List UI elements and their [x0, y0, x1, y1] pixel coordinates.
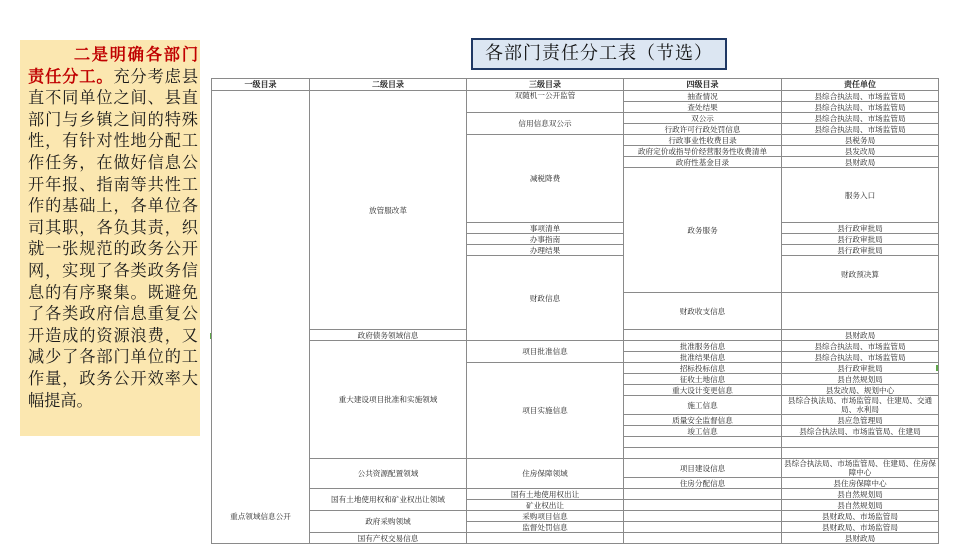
l4-cell: 办事指南	[467, 234, 624, 245]
l3-cell: 住房保障领域	[467, 459, 624, 489]
l3-cell: 政务服务	[624, 168, 782, 293]
responsibility-table	[211, 78, 939, 544]
unit-cell: 县综合执法局、市场监管局	[782, 91, 939, 102]
left-heading-part1: 二是明确各部	[72, 45, 182, 64]
l2-cell: 财政信息	[467, 256, 624, 341]
unit-cell: 县综合执法局、市场监管局、住建局	[782, 426, 939, 437]
unit-cell: 县行政审批局	[782, 245, 939, 256]
unit-cell: 县综合执法局、市场监管局	[782, 102, 939, 113]
unit-cell: 县发改局	[782, 146, 939, 157]
table-row	[212, 533, 939, 544]
l3-cell: 政府债务领域信息	[310, 330, 467, 341]
l2-cell: 国有土地使用权和矿业权出让领域	[310, 489, 467, 511]
l4-cell: 竣工信息	[624, 426, 782, 437]
l2-cell: 政府采购领域	[310, 511, 467, 533]
l4-cell	[624, 448, 782, 459]
l3-cell: 国有土地使用权出让	[467, 489, 624, 500]
l4-cell	[624, 489, 782, 500]
unit-cell: 县行政审批局	[782, 223, 939, 234]
l3-cell: 监督处罚信息	[467, 522, 624, 533]
table-row	[212, 459, 939, 478]
unit-cell	[782, 437, 939, 448]
unit-cell: 县财政局	[782, 533, 939, 544]
table-title: 各部门责任分工表（节选）	[471, 38, 727, 70]
l3-cell: 双随机一公开监管	[467, 91, 624, 113]
left-body-text: 充分考虑县直不同单位之间、县直部门与乡镇之间的特殊性，有针对性地分配工作任务，在做好信息公开年报、指南等共性工作的基础上，各单位各司其职，各负其责，织就一张规范的政务公开网，实现了各类政务信息的有序聚集。既避免了各类政府信息重复公开造成的资源浪费，又减少了各部门单位的工作量，政务公开效率大幅提高。	[28, 66, 199, 410]
l4-cell	[624, 330, 782, 341]
l4-cell: 批准结果信息	[624, 352, 782, 363]
unit-cell: 县行政审批局	[782, 363, 939, 374]
l4-cell: 抽查情况	[624, 91, 782, 102]
l3-cell: 财政收支信息	[624, 293, 782, 330]
l3-cell: 采购项目信息	[467, 511, 624, 522]
unit-cell: 县综合执法局、市场监管局、住建局、交通局、水利局	[782, 396, 939, 415]
l4-cell: 住房分配信息	[624, 478, 782, 489]
unit-cell: 县自然规划局	[782, 489, 939, 500]
l2-cell: 重大建设项目批准和实施领域	[310, 341, 467, 459]
unit-cell: 县应急管理局	[782, 415, 939, 426]
unit-cell: 县综合执法局、市场监管局	[782, 352, 939, 363]
l3-cell: 矿业权出让	[467, 500, 624, 511]
unit-cell: 县财政局	[782, 330, 939, 341]
l4-cell: 政府性基金目录	[624, 157, 782, 168]
l4-cell: 施工信息	[624, 396, 782, 415]
unit-cell: 县财政局	[782, 157, 939, 168]
unit-cell: 县综合执法局、市场监管局	[782, 124, 939, 135]
l4-cell: 办理结果	[467, 245, 624, 256]
table-row	[212, 341, 939, 352]
unit-cell: 县自然规划局	[782, 500, 939, 511]
l3-cell: 减税降费	[467, 135, 624, 223]
header-l4: 四级目录	[624, 79, 782, 91]
table-row	[212, 511, 939, 522]
l2-cell: 国有产权交易信息	[310, 533, 467, 544]
l4-cell	[624, 533, 782, 544]
l3-cell: 财政预决算	[782, 256, 939, 293]
l4-cell: 行政许可行政处罚信息	[624, 124, 782, 135]
left-heading-part2: 门责任分工。	[28, 45, 198, 86]
l4-cell: 征收土地信息	[624, 374, 782, 385]
l4-cell	[624, 511, 782, 522]
l3-cell	[467, 533, 624, 544]
l3-cell: 项目实施信息	[467, 363, 624, 459]
l4-cell: 项目建设信息	[624, 459, 782, 478]
unit-cell: 县财政局、市场监管局	[782, 522, 939, 533]
header-l2: 二级目录	[310, 79, 467, 91]
unit-cell: 县财政局、市场监管局	[782, 511, 939, 522]
l4-cell	[624, 500, 782, 511]
l4-cell: 质量安全监督信息	[624, 415, 782, 426]
table-row	[212, 91, 939, 102]
header-unit: 责任单位	[782, 79, 939, 91]
unit-cell: 县住房保障中心	[782, 478, 939, 489]
left-text-panel	[20, 40, 200, 436]
l4-cell	[624, 437, 782, 448]
l1-cell: 重点领域信息公开	[212, 91, 310, 544]
l4-cell: 事项清单	[467, 223, 624, 234]
l3-cell: 信用信息双公示	[467, 113, 624, 135]
unit-cell: 县发改局、规划中心	[782, 385, 939, 396]
l4-cell	[782, 293, 939, 330]
unit-cell: 县自然规划局	[782, 374, 939, 385]
l2-cell: 公共资源配置领域	[310, 459, 467, 489]
l4-cell: 双公示	[624, 113, 782, 124]
table-header-row	[212, 79, 939, 91]
unit-cell: 县行政审批局	[782, 234, 939, 245]
l2-cell: 放管服改革	[310, 91, 467, 330]
l4-cell: 政府定价或指导价经营服务性收费清单	[624, 146, 782, 157]
table-row	[212, 489, 939, 500]
l4-cell: 招标投标信息	[624, 363, 782, 374]
l3-cell: 项目批准信息	[467, 341, 624, 363]
header-l1: 一级目录	[212, 79, 310, 91]
l4-cell: 服务入口	[782, 168, 939, 223]
l4-cell: 查处结果	[624, 102, 782, 113]
unit-cell: 县税务局	[782, 135, 939, 146]
unit-cell	[782, 448, 939, 459]
l4-cell: 行政事业性收费目录	[624, 135, 782, 146]
left-paragraph	[28, 44, 198, 411]
l4-cell: 重大设计变更信息	[624, 385, 782, 396]
unit-cell: 县综合执法局、市场监管局、住建局、住房保障中心	[782, 459, 939, 478]
unit-cell: 县综合执法局、市场监管局	[782, 341, 939, 352]
unit-cell: 县综合执法局、市场监管局	[782, 113, 939, 124]
header-l3: 三级目录	[467, 79, 624, 91]
l4-cell: 批准服务信息	[624, 341, 782, 352]
l4-cell	[624, 522, 782, 533]
